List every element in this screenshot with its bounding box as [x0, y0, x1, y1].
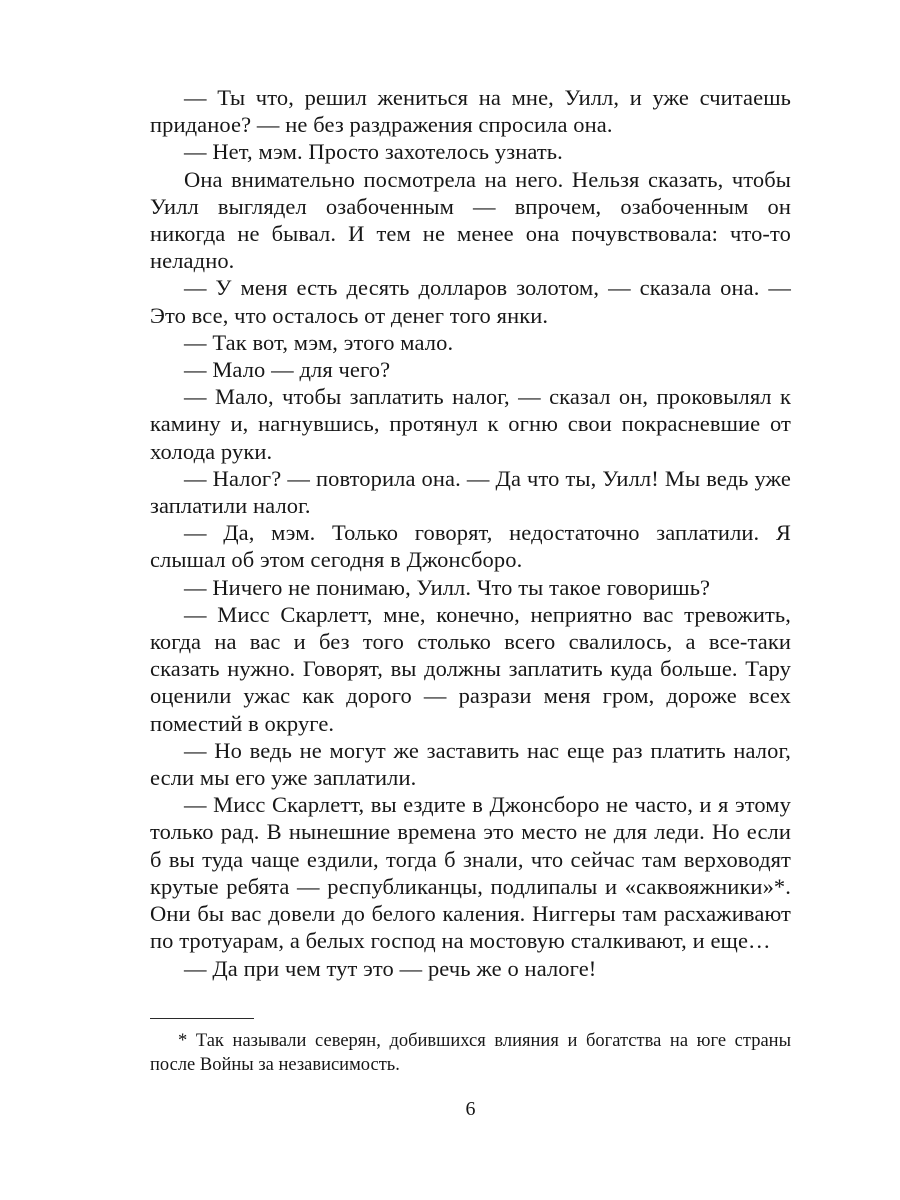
paragraph: — Но ведь не могут же заставить нас еще раз платить налог, если мы его уже заплатили.	[150, 737, 791, 791]
paragraph: — Ты что, решил жениться на мне, Уилл, и уже считаешь приданое? — не без раздражения спросила она.	[150, 85, 791, 138]
page-number: 6	[465, 1098, 476, 1120]
footnote	[150, 1018, 791, 1077]
page-text	[150, 84, 791, 982]
footnote-divider	[150, 1018, 254, 1019]
paragraph: — Мало — для чего?	[184, 357, 391, 383]
paragraph: — Мисс Скарлетт, вы ездите в Джонсборо не часто, и я этому только рад. В нынешние времена это место не для леди. Но если б вы туда чаще ездили, тогда б знали, что сейчас там верховодят крутые ребята — республиканцы, подлипалы и «саквояжники»*. Они бы вас довели до белого каления. Ниггеры там расхаживают по тротуарам, а белых господ на мостовую сталкивают, и еще…	[150, 792, 791, 954]
paragraph: — Да, мэм. Только говорят, недостаточно заплатили. Я слышал об этом сегодня в Джонсборо.	[150, 520, 791, 573]
paragraph: — Налог? — повторила она. — Да что ты, Уилл! Мы ведь уже заплатили налог.	[150, 465, 791, 519]
paragraph: — Мало, чтобы заплатить налог, — сказал он, проковылял к камину и, нагнувшись, протянул к огню свои покрасневшие от холода руки.	[150, 384, 791, 464]
paragraph: — Так вот, мэм, этого мало.	[184, 329, 454, 355]
paragraph: — Да при чем тут это — речь же о налоге!	[184, 955, 597, 981]
footnote-text: * Так называли северян, добившихся влияния и богатства на юге страны после Войны за независимость.	[150, 1031, 791, 1075]
paragraph: — Ничего не понимаю, Уилл. Что ты такое говоришь?	[184, 574, 711, 600]
paragraph: — Мисс Скарлетт, мне, конечно, неприятно вас тревожить, когда на вас и без того столько всего свалилось, а все-таки сказать нужно. Говорят, вы должны заплатить куда больше. Тару оценили ужас как дорого — разрази меня гром, дороже всех поместий в округе.	[150, 601, 791, 736]
paragraph: — Нет, мэм. Просто захотелось узнать.	[184, 139, 563, 165]
paragraph: Она внимательно посмотрела на него. Нельзя сказать, чтобы Уилл выглядел озабоченным — впрочем, озабоченным он никогда не бывал. И тем не менее она почувствовала: что-то неладно.	[150, 166, 791, 274]
paragraph: — У меня есть десять долларов золотом, — сказала она. — Это все, что осталось от денег того янки.	[150, 275, 791, 328]
